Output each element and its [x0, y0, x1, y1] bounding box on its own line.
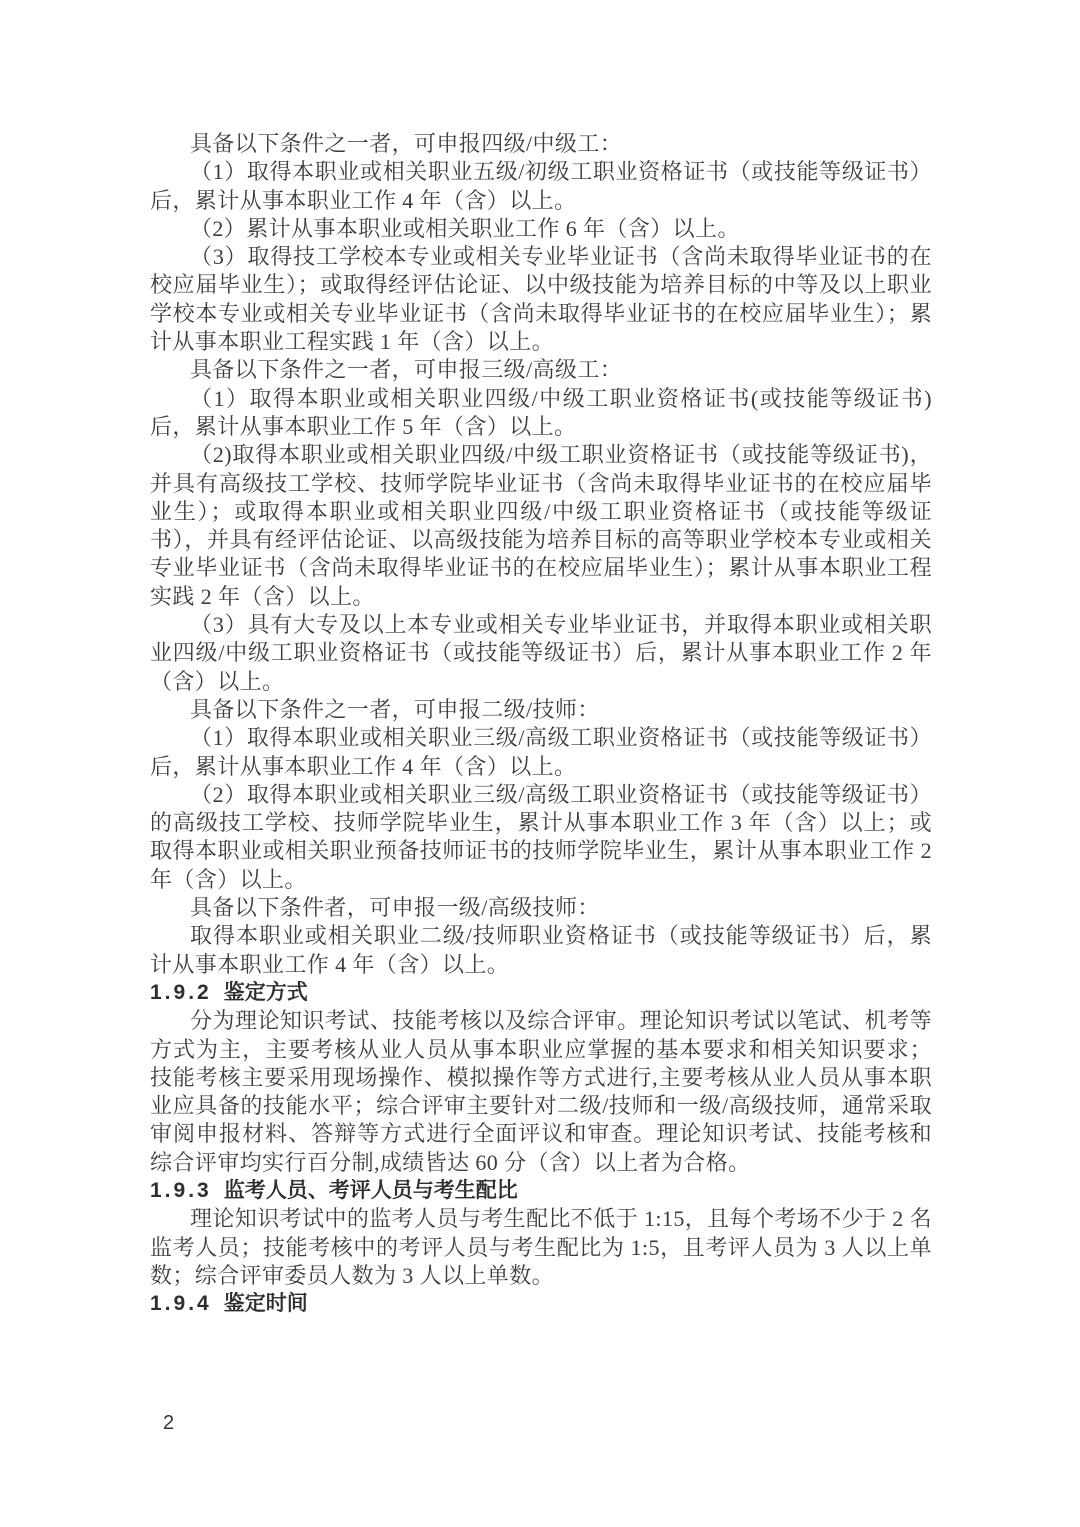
paragraph: （3）取得技工学校本专业或相关专业毕业证书（含尚未取得毕业证书的在校应届毕业生）；或取得经评估论证、以中级技能为培养目标的中等及以上职业学校本专业或相关专业毕业证书（含尚未取得毕业证书的在校应届毕业生）；累计从事本职业工程实践 1 年（含）以上。 [150, 244, 932, 355]
paragraph: （2）累计从事本职业或相关职业工作 6 年（含）以上。 [190, 215, 740, 241]
section-heading [150, 979, 932, 1007]
section-title: 鉴定时间 [223, 1292, 308, 1316]
paragraph: （2)取得本职业或相关职业四级/中级工职业资格证书（或技能等级证书)，并具有高级技工学校、技师学院毕业证书（含尚未取得毕业证书的在校应届毕业生）；或取得本职业或相关职业四级/中级工职业资格证书（或技能等级证书），并具有经评估论证、以高级技能为培养目标的高等职业学校本专业或相关专业毕业证书（含尚未取得毕业证书的在校应届毕业生）；累计从事本职业工程实践 2 年（含）以上。 [150, 442, 932, 609]
paragraph: 具备以下条件之一者，可申报四级/中级工： [190, 131, 623, 156]
section-heading [150, 1177, 932, 1205]
paragraph: 具备以下条件之一者，可申报三级/高级工： [190, 357, 623, 383]
paragraph: （2）取得本职业或相关职业三级/高级工职业资格证书（或技能等级证书）的高级技工学校、技师学院毕业生，累计从事本职业工作 3 年（含）以上；或取得本职业或相关职业预备技师证书的技师学院毕业生，累计从事本职业工作 2 年（含）以上。 [150, 781, 932, 892]
paragraph: 取得本职业或相关职业二级/技师职业资格证书（或技能等级证书）后，累计从事本职业工作 4 年（含）以上。 [150, 923, 932, 977]
paragraph: （1）取得本职业或相关职业四级/中级工职业资格证书(或技能等级证书)后，累计从事本职业工作 5 年（含）以上。 [150, 385, 932, 439]
paragraph: 具备以下条件者，可申报一级/高级技师： [190, 895, 600, 921]
paragraph: （1）取得本职业或相关职业五级/初级工职业资格证书（或技能等级证书）后，累计从事本职业工作 4 年（含）以上。 [150, 159, 932, 213]
section-title: 鉴定方式 [223, 980, 308, 1004]
paragraph: 理论知识考试中的监考人员与考生配比不低于 1:15，且每个考场不少于 2 名监考人员；技能考核中的考评人员与考生配比为 1:5，且考评人员为 3 人以上单数；综合评审委员人数为 3 人以上单数。 [150, 1206, 932, 1288]
section-number: 1.9.4 [150, 1292, 212, 1316]
paragraph: 具备以下条件之一者，可申报二级/技师： [190, 696, 600, 722]
paragraph: （3）具有大专及以上本专业或相关专业毕业证书，并取得本职业或相关职业四级/中级工职业资格证书（或技能等级证书）后，累计从事本职业工作 2 年（含）以上。 [150, 612, 932, 694]
section-number: 1.9.2 [150, 980, 212, 1004]
section-title: 监考人员、考评人员与考生配比 [223, 1178, 518, 1202]
section-number: 1.9.3 [150, 1178, 212, 1202]
document-content [150, 130, 932, 1318]
page-number: 2 [163, 1412, 175, 1434]
paragraph: （1）取得本职业或相关职业三级/高级工职业资格证书（或技能等级证书）后，累计从事本职业工作 4 年（含）以上。 [150, 725, 932, 779]
section-heading [150, 1290, 932, 1318]
paragraph: 分为理论知识考试、技能考核以及综合评审。理论知识考试以笔试、机考等方式为主，主要考核从业人员从事本职业应掌握的基本要求和相关知识要求；技能考核主要采用现场操作、模拟操作等方式进行,主要考核从业人员从事本职业应具备的技能水平；综合评审主要针对二级/技师和一级/高级技师，通常采取审阅申报材料、答辩等方式进行全面评议和审查。理论知识考试、技能考核和综合评审均实行百分制,成绩皆达 60 分（含）以上者为合格。 [150, 1008, 932, 1175]
